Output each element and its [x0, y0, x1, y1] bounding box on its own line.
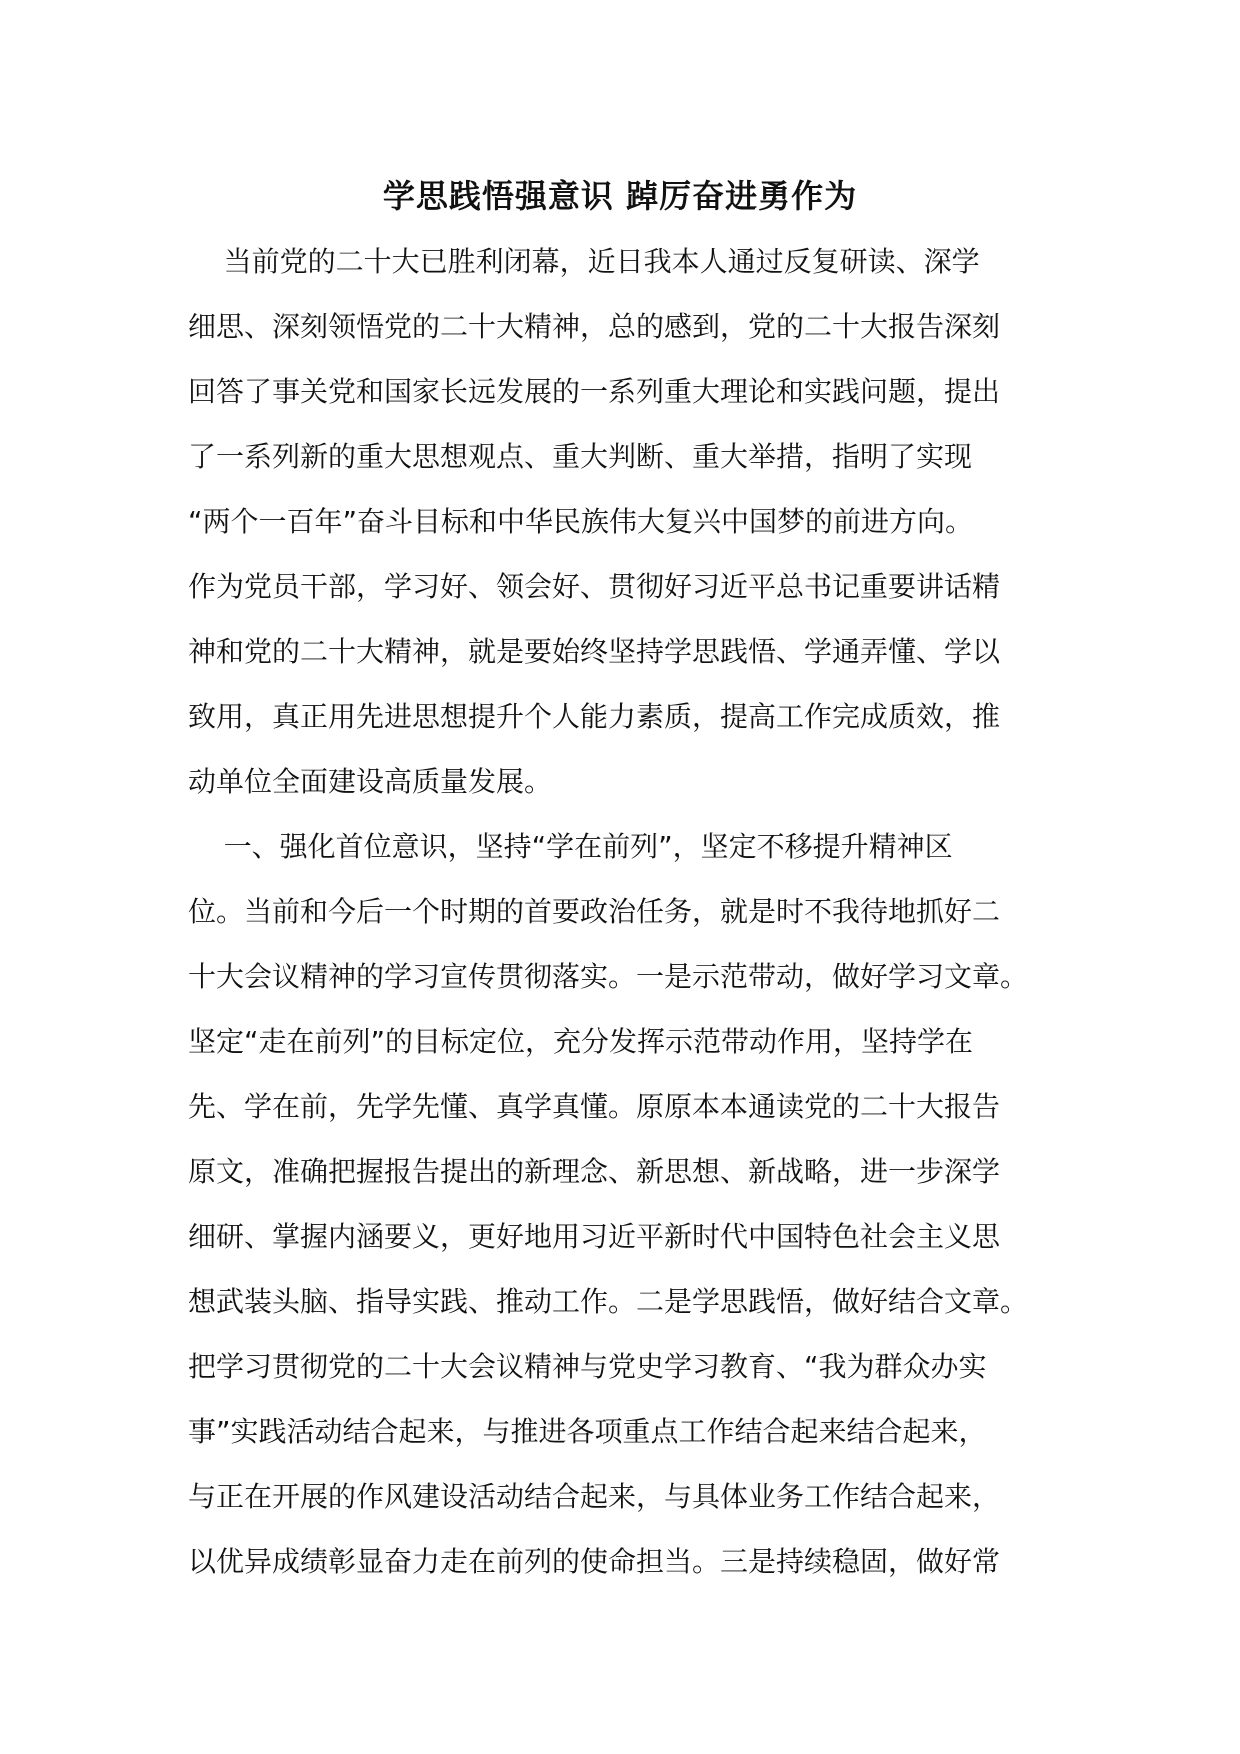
body-line: 细思、深刻领悟党的二十大精神，总的感到，党的二十大报告深刻	[188, 310, 1001, 343]
body-line: 当前党的二十大已胜利闭幕，近日我本人通过反复研读、深学	[188, 245, 980, 278]
body-line: 事”实践活动结合起来，与推进各项重点工作结合起来结合起来，	[188, 1415, 987, 1448]
body-line: 作为党员干部，学习好、领会好、贯彻好习近平总书记重要讲话精	[188, 570, 1001, 603]
body-line: 回答了事关党和国家长远发展的一系列重大理论和实践问题，提出	[188, 375, 1001, 408]
body-line: 动单位全面建设高质量发展。	[188, 765, 553, 798]
document-body	[188, 240, 1068, 1605]
document-title: 学思践悟强意识 踔厉奋进勇作为	[382, 177, 858, 215]
body-line: 想武装头脑、指导实践、推动工作。二是学思践悟，做好结合文章。	[188, 1285, 1029, 1318]
body-line: 位。当前和今后一个时期的首要政治任务，就是时不我待地抓好二	[188, 895, 1001, 928]
body-line: 以优异成绩彰显奋力走在前列的使命担当。三是持续稳固，做好常	[188, 1545, 1001, 1578]
body-line: 了一系列新的重大思想观点、重大判断、重大举措，指明了实现	[188, 440, 973, 473]
body-line: 与正在开展的作风建设活动结合起来，与具体业务工作结合起来，	[188, 1480, 1001, 1513]
body-line: 细研、掌握内涵要义，更好地用习近平新时代中国特色社会主义思	[188, 1220, 1001, 1253]
body-line: 坚定“走在前列”的目标定位，充分发挥示范带动作用，坚持学在	[188, 1025, 974, 1058]
body-line: 神和党的二十大精神，就是要始终坚持学思践悟、学通弄懂、学以	[188, 635, 1001, 668]
body-line: 致用，真正用先进思想提升个人能力素质，提高工作完成质效，推	[188, 700, 1001, 733]
body-line: 原文，准确把握报告提出的新理念、新思想、新战略，进一步深学	[188, 1155, 1001, 1188]
body-line: 一、强化首位意识，坚持“学在前列”，坚定不移提升精神区	[188, 830, 953, 863]
body-line: 十大会议精神的学习宣传贯彻落实。一是示范带动，做好学习文章。	[188, 960, 1029, 993]
body-line: 先、学在前，先学先懂、真学真懂。原原本本通读党的二十大报告	[188, 1090, 1001, 1123]
body-line: “两个一百年”奋斗目标和中华民族伟大复兴中国梦的前进方向。	[188, 505, 974, 538]
body-line: 把学习贯彻党的二十大会议精神与党史学习教育、“我为群众办实	[188, 1350, 987, 1383]
